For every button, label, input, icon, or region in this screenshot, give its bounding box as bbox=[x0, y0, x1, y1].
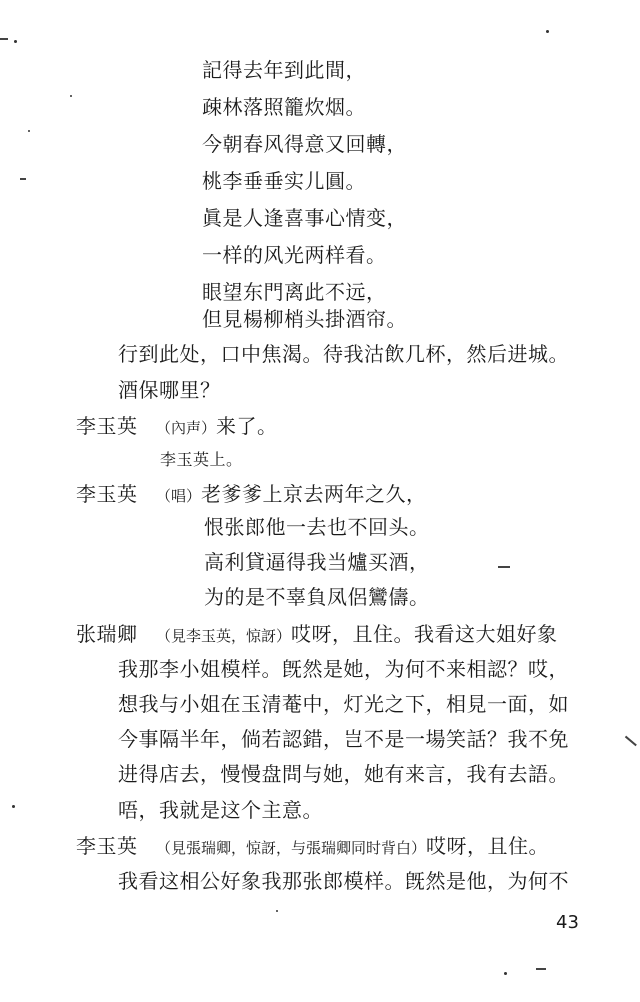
verse-line: 但見楊柳梢头掛酒帘。 bbox=[202, 307, 407, 331]
dialogue-line bbox=[76, 480, 427, 510]
speaker-name: 张瑞卿 bbox=[76, 622, 138, 646]
verse-line: 疎林落照籠炊烟。 bbox=[202, 95, 366, 119]
dialogue-line: 进得店去，慢慢盘問与她，她有来言，我有去語。 bbox=[118, 762, 569, 786]
dialogue-line bbox=[76, 620, 558, 650]
verse-line: 記得去年到此間， bbox=[202, 58, 366, 82]
dialogue-text: 来了。 bbox=[216, 414, 278, 438]
sung-line: 恨张郎他一去也不回头。 bbox=[204, 515, 430, 539]
verse-line: 眼望东門离此不远， bbox=[202, 280, 387, 304]
page-number: 43 bbox=[556, 912, 579, 933]
dialogue-line bbox=[76, 832, 549, 862]
dialogue-text: 哎呀，且住。 bbox=[426, 834, 550, 858]
scan-mark bbox=[0, 38, 8, 40]
sung-text: 老爹爹上京去两年之久， bbox=[201, 482, 427, 506]
stage-direction: （內声） bbox=[156, 419, 217, 437]
scan-speck bbox=[276, 910, 278, 912]
sung-line: 为的是不辜負凤侶鸞儔。 bbox=[204, 585, 430, 609]
scan-mark bbox=[498, 566, 510, 568]
dialogue-line: 我看这相公好象我那张郎模样。旣然是他，为何不 bbox=[118, 869, 569, 893]
stage-direction: （見張瑞卿，惊訝，与張瑞卿同时背白） bbox=[156, 839, 427, 857]
stage-direction: （唱） bbox=[156, 487, 202, 505]
scan-speck bbox=[14, 40, 17, 43]
speaker-name: 李玉英 bbox=[76, 482, 138, 506]
scan-mark bbox=[536, 968, 546, 970]
dialogue-line: 想我与小姐在玉清菴中，灯光之下，相見一面，如 bbox=[118, 692, 569, 716]
dialogue-line bbox=[76, 412, 278, 442]
scan-speck bbox=[28, 130, 30, 132]
dialogue-line: 今事隔半年，倘若認錯，岂不是一場笑話？我不免 bbox=[118, 727, 569, 751]
speaker-name: 李玉英 bbox=[76, 834, 138, 858]
scan-speck bbox=[546, 30, 549, 33]
scan-speck bbox=[12, 805, 15, 808]
dialogue-text: 哎呀，且住。我看这大姐好象 bbox=[291, 622, 558, 646]
scan-mark bbox=[625, 736, 637, 746]
sung-line: 高利貸逼得我当爐买酒， bbox=[204, 550, 430, 574]
dialogue-line: 唔，我就是这个主意。 bbox=[118, 798, 323, 822]
stage-direction: （見李玉英，惊訝） bbox=[156, 627, 292, 645]
speech-line: 酒保哪里？ bbox=[118, 378, 221, 402]
speaker-name: 李玉英 bbox=[76, 414, 138, 438]
scan-mark bbox=[20, 178, 26, 180]
verse-line: 一样的风光两样看。 bbox=[202, 243, 387, 267]
scan-speck bbox=[70, 95, 72, 97]
verse-line: 眞是人逢喜事心情变， bbox=[202, 206, 407, 230]
verse-line: 今朝春风得意又回轉， bbox=[202, 132, 407, 156]
dialogue-line: 我那李小姐模样。旣然是她，为何不来相認？哎， bbox=[118, 657, 569, 681]
stage-note: 李玉英上。 bbox=[160, 450, 243, 469]
scan-speck bbox=[504, 972, 507, 975]
verse-line: 桃李垂垂实儿圓。 bbox=[202, 169, 366, 193]
speech-line: 行到此处，口中焦渴。待我沽飲几杯，然后进城。 bbox=[118, 342, 569, 366]
